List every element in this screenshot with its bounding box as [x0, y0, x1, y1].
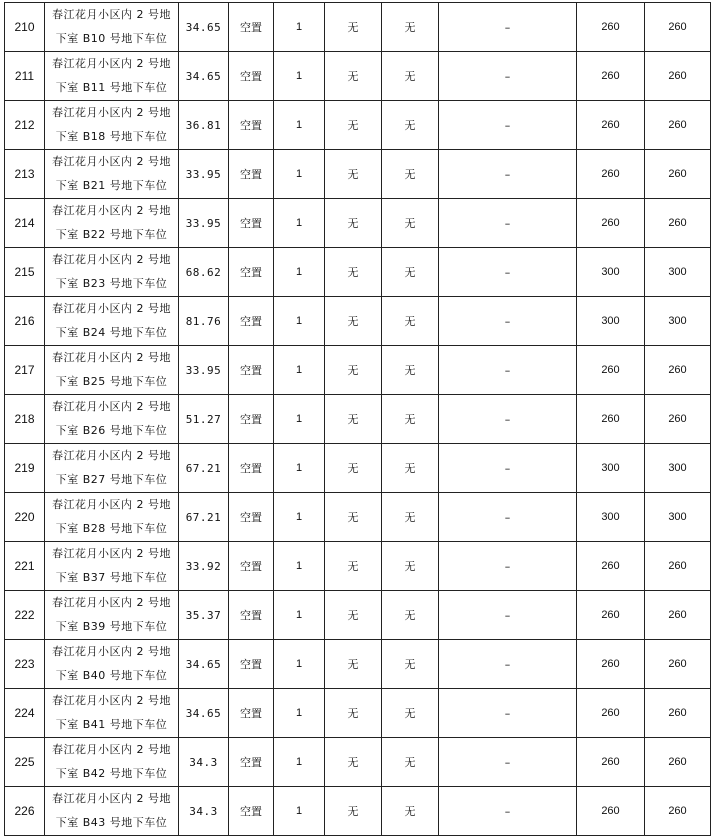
price-cell: 260	[577, 787, 645, 836]
encumbrance-cell: 无	[325, 297, 382, 346]
location-line-2: 下室 B11 号地下车位	[55, 81, 168, 94]
row-number-cell: 223	[5, 640, 45, 689]
lease-cell: 无	[382, 297, 439, 346]
lease-cell: 无	[382, 542, 439, 591]
location-cell	[45, 787, 179, 836]
location-cell	[45, 297, 179, 346]
table-row	[5, 738, 711, 787]
area-cell: 33.95	[179, 150, 229, 199]
reserve-price-cell: 260	[645, 150, 711, 199]
remark-cell: –	[439, 542, 577, 591]
reserve-price-cell: 300	[645, 493, 711, 542]
area-cell: 34.3	[179, 787, 229, 836]
encumbrance-cell: 无	[325, 199, 382, 248]
count-cell: 1	[274, 101, 325, 150]
table-row	[5, 199, 711, 248]
encumbrance-cell: 无	[325, 395, 382, 444]
location-cell	[45, 52, 179, 101]
encumbrance-cell: 无	[325, 738, 382, 787]
row-number-cell: 212	[5, 101, 45, 150]
area-cell: 34.65	[179, 640, 229, 689]
lease-cell: 无	[382, 101, 439, 150]
remark-cell: –	[439, 297, 577, 346]
table-row	[5, 52, 711, 101]
location-cell	[45, 150, 179, 199]
location-line-2: 下室 B26 号地下车位	[55, 424, 168, 437]
location-cell	[45, 689, 179, 738]
row-number-cell: 210	[5, 3, 45, 52]
reserve-price-cell: 260	[645, 787, 711, 836]
price-cell: 260	[577, 3, 645, 52]
table-row	[5, 787, 711, 836]
reserve-price-cell: 260	[645, 3, 711, 52]
location-line-2: 下室 B37 号地下车位	[55, 571, 168, 584]
table-row	[5, 101, 711, 150]
count-cell: 1	[274, 591, 325, 640]
location-cell	[45, 738, 179, 787]
encumbrance-cell: 无	[325, 346, 382, 395]
encumbrance-cell: 无	[325, 542, 382, 591]
reserve-price-cell: 260	[645, 689, 711, 738]
count-cell: 1	[274, 542, 325, 591]
row-number-cell: 218	[5, 395, 45, 444]
location-cell	[45, 542, 179, 591]
location-cell	[45, 444, 179, 493]
price-cell: 260	[577, 101, 645, 150]
lease-cell: 无	[382, 689, 439, 738]
lease-cell: 无	[382, 52, 439, 101]
status-cell: 空置	[229, 395, 274, 444]
remark-cell: –	[439, 199, 577, 248]
price-cell: 300	[577, 297, 645, 346]
row-number-cell: 221	[5, 542, 45, 591]
count-cell: 1	[274, 297, 325, 346]
area-cell: 34.65	[179, 689, 229, 738]
table-row	[5, 542, 711, 591]
location-line-1: 春江花月小区内 2 号地	[52, 645, 171, 658]
price-cell: 260	[577, 52, 645, 101]
area-cell: 34.3	[179, 738, 229, 787]
status-cell: 空置	[229, 689, 274, 738]
location-line-2: 下室 B43 号地下车位	[55, 816, 168, 829]
remark-cell: –	[439, 689, 577, 738]
count-cell: 1	[274, 444, 325, 493]
location-line-2: 下室 B21 号地下车位	[55, 179, 168, 192]
location-line-1: 春江花月小区内 2 号地	[52, 596, 171, 609]
location-line-1: 春江花月小区内 2 号地	[52, 204, 171, 217]
row-number-cell: 225	[5, 738, 45, 787]
location-line-1: 春江花月小区内 2 号地	[52, 449, 171, 462]
location-cell	[45, 248, 179, 297]
price-cell: 260	[577, 591, 645, 640]
area-cell: 36.81	[179, 101, 229, 150]
price-cell: 260	[577, 150, 645, 199]
location-line-2: 下室 B40 号地下车位	[55, 669, 168, 682]
status-cell: 空置	[229, 101, 274, 150]
count-cell: 1	[274, 738, 325, 787]
price-cell: 260	[577, 738, 645, 787]
count-cell: 1	[274, 493, 325, 542]
table-row	[5, 591, 711, 640]
remark-cell: –	[439, 738, 577, 787]
area-cell: 33.95	[179, 346, 229, 395]
reserve-price-cell: 260	[645, 395, 711, 444]
row-number-cell: 219	[5, 444, 45, 493]
encumbrance-cell: 无	[325, 444, 382, 493]
row-number-cell: 214	[5, 199, 45, 248]
lease-cell: 无	[382, 738, 439, 787]
location-line-2: 下室 B41 号地下车位	[55, 718, 168, 731]
table-row	[5, 640, 711, 689]
remark-cell: –	[439, 591, 577, 640]
lease-cell: 无	[382, 591, 439, 640]
location-line-1: 春江花月小区内 2 号地	[52, 106, 171, 119]
table-row	[5, 3, 711, 52]
location-line-1: 春江花月小区内 2 号地	[52, 351, 171, 364]
reserve-price-cell: 260	[645, 591, 711, 640]
location-cell	[45, 640, 179, 689]
lease-cell: 无	[382, 3, 439, 52]
encumbrance-cell: 无	[325, 787, 382, 836]
location-line-1: 春江花月小区内 2 号地	[52, 694, 171, 707]
reserve-price-cell: 260	[645, 346, 711, 395]
remark-cell: –	[439, 52, 577, 101]
remark-cell: –	[439, 444, 577, 493]
location-line-1: 春江花月小区内 2 号地	[52, 792, 171, 805]
reserve-price-cell: 260	[645, 199, 711, 248]
reserve-price-cell: 260	[645, 542, 711, 591]
location-line-1: 春江花月小区内 2 号地	[52, 498, 171, 511]
encumbrance-cell: 无	[325, 591, 382, 640]
row-number-cell: 216	[5, 297, 45, 346]
location-cell	[45, 493, 179, 542]
area-cell: 33.95	[179, 199, 229, 248]
reserve-price-cell: 300	[645, 248, 711, 297]
status-cell: 空置	[229, 738, 274, 787]
row-number-cell: 211	[5, 52, 45, 101]
status-cell: 空置	[229, 297, 274, 346]
price-cell: 260	[577, 395, 645, 444]
encumbrance-cell: 无	[325, 689, 382, 738]
table-row	[5, 395, 711, 444]
count-cell: 1	[274, 52, 325, 101]
lease-cell: 无	[382, 444, 439, 493]
price-cell: 300	[577, 493, 645, 542]
lease-cell: 无	[382, 787, 439, 836]
status-cell: 空置	[229, 591, 274, 640]
count-cell: 1	[274, 199, 325, 248]
location-cell	[45, 199, 179, 248]
table-row	[5, 248, 711, 297]
location-line-1: 春江花月小区内 2 号地	[52, 547, 171, 560]
table-row	[5, 444, 711, 493]
price-cell: 260	[577, 542, 645, 591]
area-cell: 35.37	[179, 591, 229, 640]
location-line-2: 下室 B28 号地下车位	[55, 522, 168, 535]
status-cell: 空置	[229, 787, 274, 836]
parking-space-table	[4, 2, 711, 836]
location-line-2: 下室 B27 号地下车位	[55, 473, 168, 486]
status-cell: 空置	[229, 640, 274, 689]
location-line-2: 下室 B18 号地下车位	[55, 130, 168, 143]
location-line-2: 下室 B10 号地下车位	[55, 32, 168, 45]
table-row	[5, 150, 711, 199]
encumbrance-cell: 无	[325, 101, 382, 150]
lease-cell: 无	[382, 199, 439, 248]
count-cell: 1	[274, 150, 325, 199]
lease-cell: 无	[382, 150, 439, 199]
location-cell	[45, 346, 179, 395]
price-cell: 260	[577, 640, 645, 689]
row-number-cell: 217	[5, 346, 45, 395]
row-number-cell: 213	[5, 150, 45, 199]
row-number-cell: 222	[5, 591, 45, 640]
remark-cell: –	[439, 346, 577, 395]
status-cell: 空置	[229, 346, 274, 395]
count-cell: 1	[274, 640, 325, 689]
price-cell: 260	[577, 689, 645, 738]
remark-cell: –	[439, 150, 577, 199]
table-row	[5, 689, 711, 738]
location-line-1: 春江花月小区内 2 号地	[52, 253, 171, 266]
lease-cell: 无	[382, 493, 439, 542]
remark-cell: –	[439, 101, 577, 150]
status-cell: 空置	[229, 542, 274, 591]
location-line-2: 下室 B39 号地下车位	[55, 620, 168, 633]
table-row	[5, 297, 711, 346]
encumbrance-cell: 无	[325, 52, 382, 101]
encumbrance-cell: 无	[325, 3, 382, 52]
location-line-2: 下室 B23 号地下车位	[55, 277, 168, 290]
location-cell	[45, 395, 179, 444]
location-line-2: 下室 B22 号地下车位	[55, 228, 168, 241]
area-cell: 51.27	[179, 395, 229, 444]
lease-cell: 无	[382, 640, 439, 689]
price-cell: 300	[577, 444, 645, 493]
area-cell: 33.92	[179, 542, 229, 591]
location-line-1: 春江花月小区内 2 号地	[52, 155, 171, 168]
row-number-cell: 220	[5, 493, 45, 542]
area-cell: 34.65	[179, 3, 229, 52]
status-cell: 空置	[229, 150, 274, 199]
status-cell: 空置	[229, 493, 274, 542]
price-cell: 260	[577, 346, 645, 395]
remark-cell: –	[439, 493, 577, 542]
status-cell: 空置	[229, 248, 274, 297]
remark-cell: –	[439, 3, 577, 52]
count-cell: 1	[274, 248, 325, 297]
lease-cell: 无	[382, 395, 439, 444]
location-line-2: 下室 B24 号地下车位	[55, 326, 168, 339]
location-line-1: 春江花月小区内 2 号地	[52, 743, 171, 756]
table-row	[5, 346, 711, 395]
location-cell	[45, 101, 179, 150]
row-number-cell: 224	[5, 689, 45, 738]
location-cell	[45, 591, 179, 640]
location-line-2: 下室 B42 号地下车位	[55, 767, 168, 780]
remark-cell: –	[439, 248, 577, 297]
row-number-cell: 215	[5, 248, 45, 297]
row-number-cell: 226	[5, 787, 45, 836]
lease-cell: 无	[382, 346, 439, 395]
encumbrance-cell: 无	[325, 640, 382, 689]
price-cell: 300	[577, 248, 645, 297]
reserve-price-cell: 300	[645, 297, 711, 346]
status-cell: 空置	[229, 3, 274, 52]
status-cell: 空置	[229, 199, 274, 248]
location-cell	[45, 3, 179, 52]
lease-cell: 无	[382, 248, 439, 297]
area-cell: 67.21	[179, 493, 229, 542]
table-row	[5, 493, 711, 542]
area-cell: 67.21	[179, 444, 229, 493]
status-cell: 空置	[229, 444, 274, 493]
encumbrance-cell: 无	[325, 248, 382, 297]
remark-cell: –	[439, 640, 577, 689]
encumbrance-cell: 无	[325, 150, 382, 199]
price-cell: 260	[577, 199, 645, 248]
count-cell: 1	[274, 689, 325, 738]
count-cell: 1	[274, 3, 325, 52]
reserve-price-cell: 260	[645, 738, 711, 787]
area-cell: 68.62	[179, 248, 229, 297]
remark-cell: –	[439, 787, 577, 836]
count-cell: 1	[274, 787, 325, 836]
reserve-price-cell: 260	[645, 640, 711, 689]
location-line-1: 春江花月小区内 2 号地	[52, 57, 171, 70]
reserve-price-cell: 260	[645, 52, 711, 101]
encumbrance-cell: 无	[325, 493, 382, 542]
location-line-2: 下室 B25 号地下车位	[55, 375, 168, 388]
location-line-1: 春江花月小区内 2 号地	[52, 302, 171, 315]
reserve-price-cell: 260	[645, 101, 711, 150]
count-cell: 1	[274, 395, 325, 444]
location-line-1: 春江花月小区内 2 号地	[52, 8, 171, 21]
status-cell: 空置	[229, 52, 274, 101]
remark-cell: –	[439, 395, 577, 444]
area-cell: 81.76	[179, 297, 229, 346]
reserve-price-cell: 300	[645, 444, 711, 493]
location-line-1: 春江花月小区内 2 号地	[52, 400, 171, 413]
area-cell: 34.65	[179, 52, 229, 101]
table-body	[5, 3, 711, 836]
count-cell: 1	[274, 346, 325, 395]
